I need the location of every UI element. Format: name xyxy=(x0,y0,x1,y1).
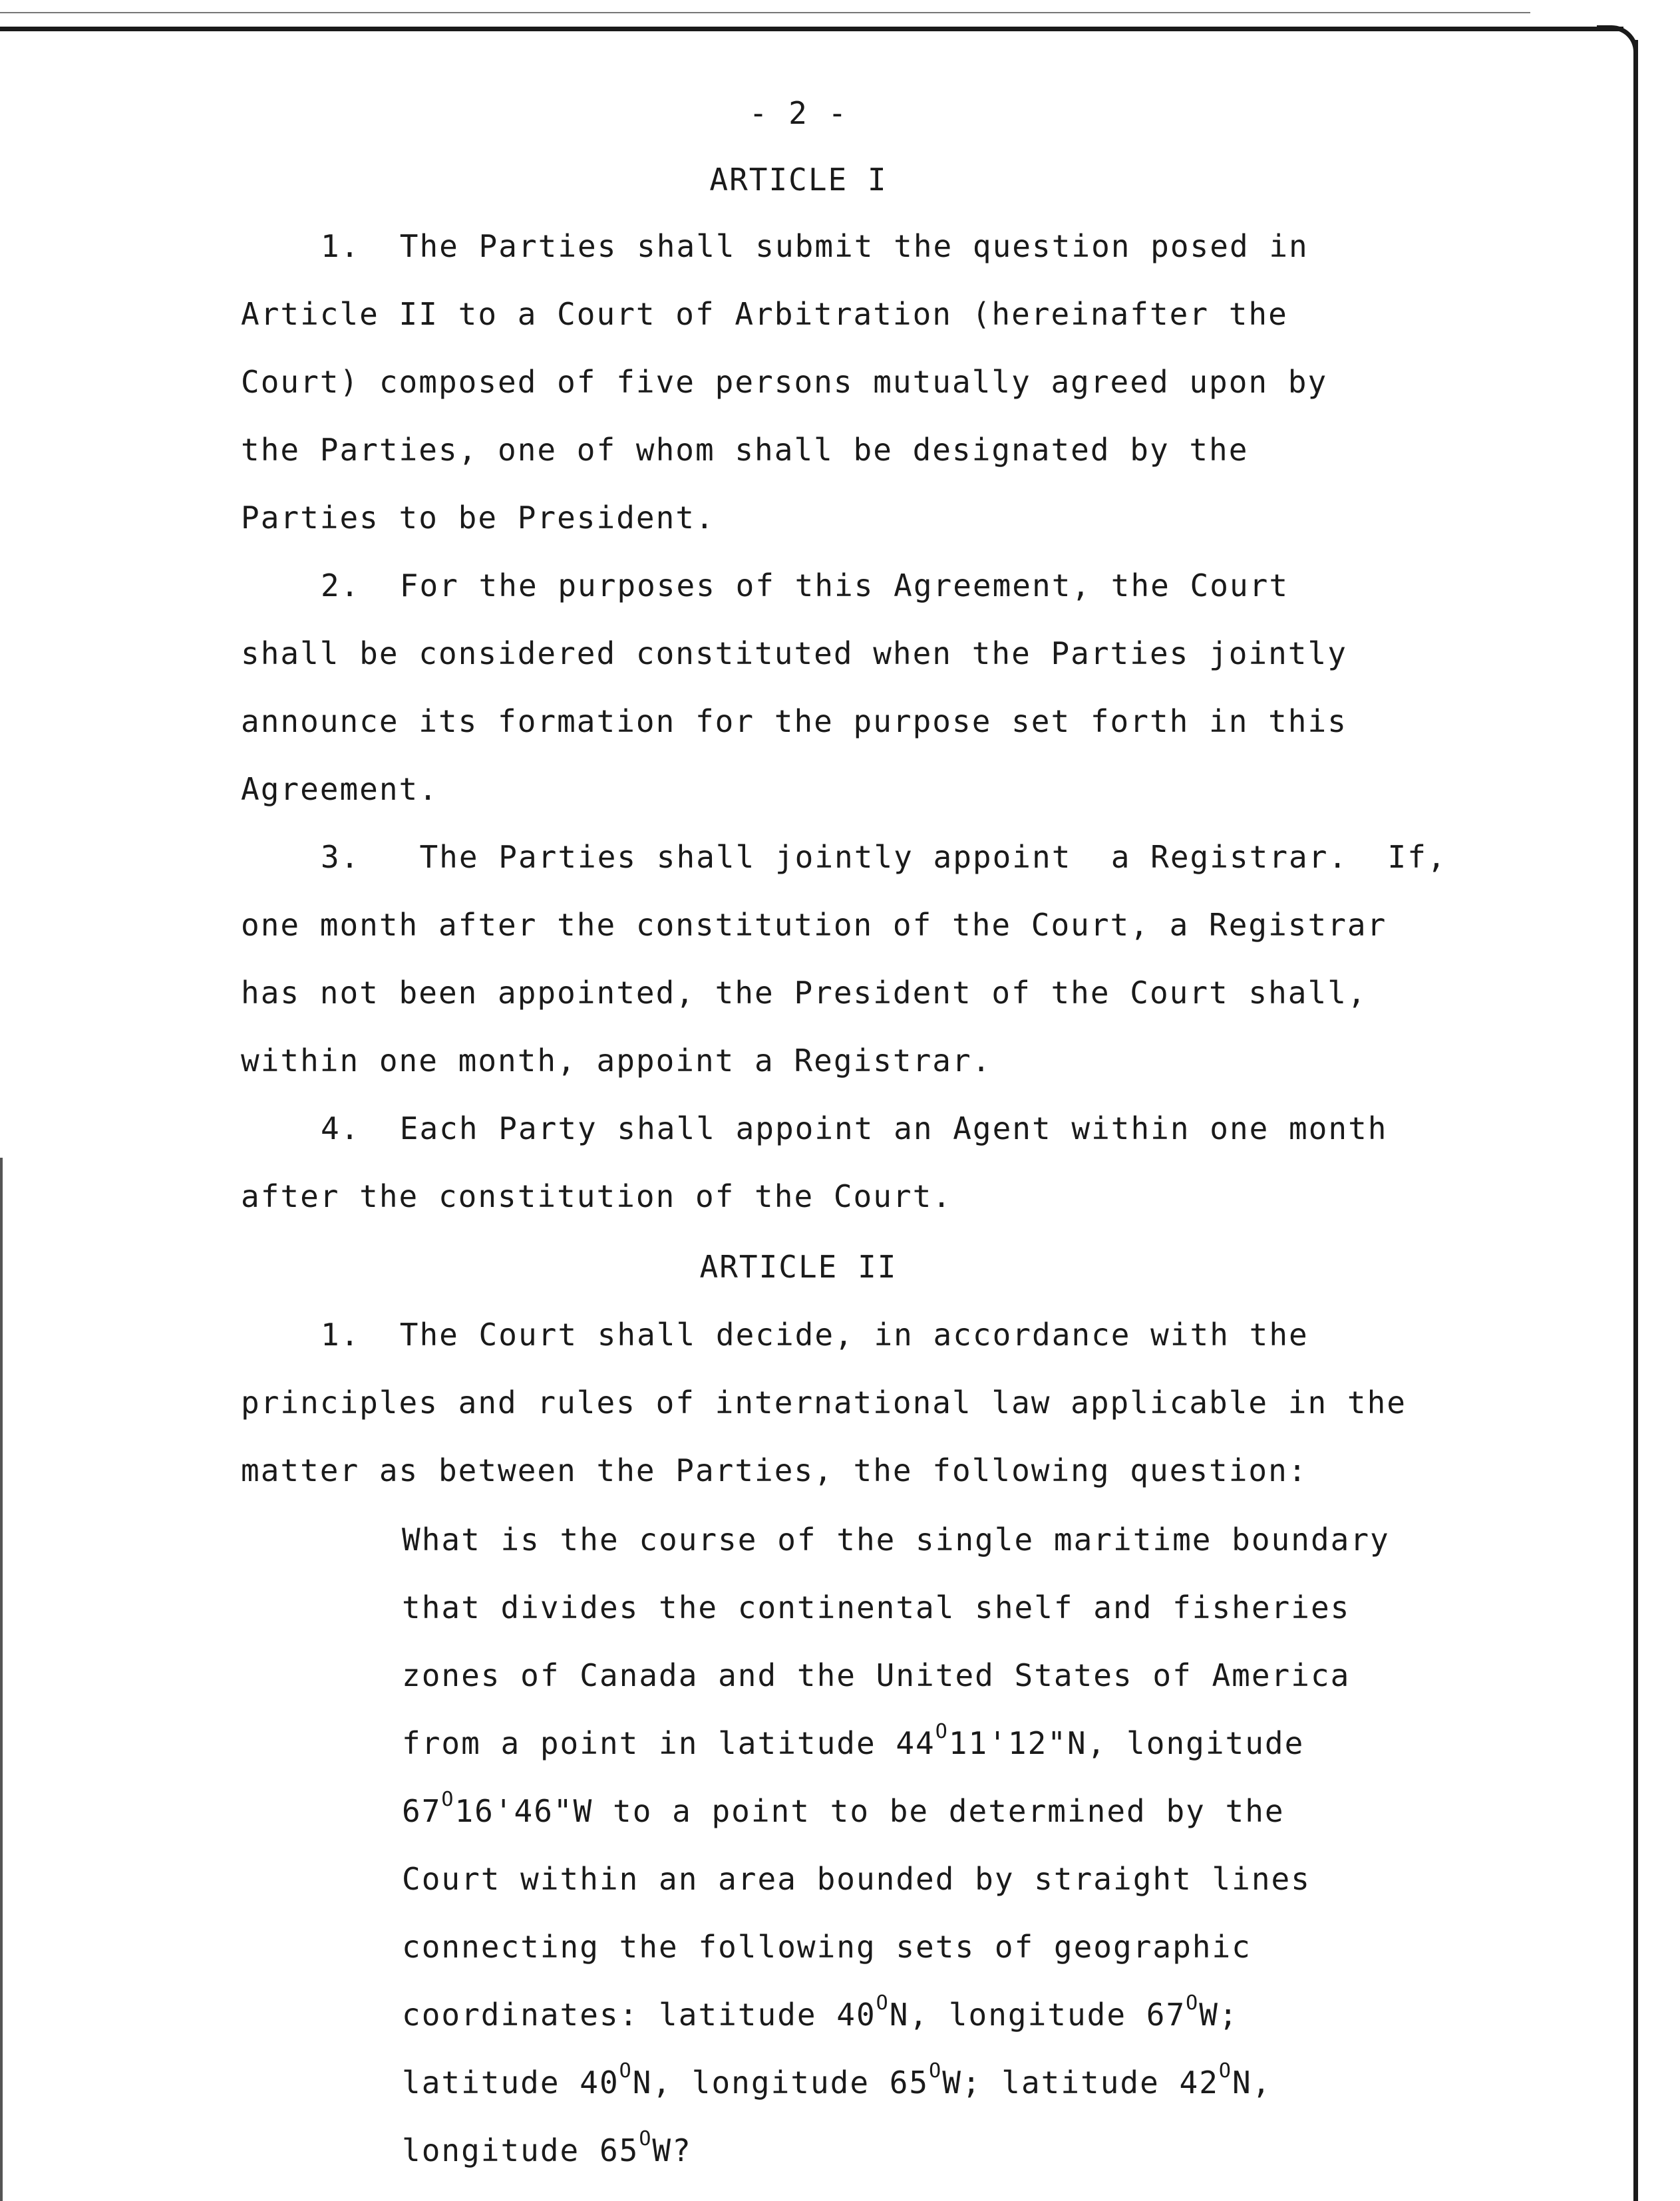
question-line: What is the course of the single maritime boundary xyxy=(402,1522,1390,1558)
degree-sign: O xyxy=(1218,2059,1232,2083)
scan-corner-curve xyxy=(1597,25,1638,52)
degree-sign: O xyxy=(876,1991,890,2015)
scan-top-thin-rule xyxy=(0,12,1530,13)
degree-sign: O xyxy=(1186,1991,1200,2015)
article-1-line: announce its formation for the purpose set forth in this xyxy=(241,703,1347,739)
article-1-line: has not been appointed, the President of the Court shall, xyxy=(241,975,1367,1011)
article-1-line: Agreement. xyxy=(241,771,438,807)
coordinate-line: longitude $65^OW$? xyxy=(402,2127,692,2168)
article-2-line: principles and rules of international law applicable in the xyxy=(241,1385,1407,1421)
article-1-line: Article II to a Court of Arbitration (hereinafter the xyxy=(241,296,1288,332)
degree-sign: O xyxy=(639,2127,653,2150)
coordinate-line: $67^O16'46"W$ to a point to be determined by the xyxy=(402,1788,1285,1829)
coordinate-line: latitude $40^ON$, longitude $65^OW$; latitude $42^ON$, xyxy=(402,2059,1272,2101)
article-1-line: Court) composed of five persons mutually agreed upon by xyxy=(241,364,1328,400)
page-number: - 2 - xyxy=(749,95,848,131)
article-1-line: 3. The Parties shall jointly appoint a Registrar. If, xyxy=(321,839,1447,875)
coordinate-line: connecting the following sets of geographic xyxy=(402,1929,1252,1965)
article-1-heading: ARTICLE I xyxy=(709,162,888,198)
coordinate-line: Court within an area bounded by straight lines xyxy=(402,1861,1311,1897)
article-1-line: the Parties, one of whom shall be designated by the xyxy=(241,432,1249,468)
degree-sign: O xyxy=(935,1720,949,1743)
article-1-line: 2. For the purposes of this Agreement, the Court xyxy=(321,568,1289,603)
coordinate-line: from a point in latitude $44^O11'12"N$, longitude xyxy=(402,1720,1305,1761)
article-2-line: 1. The Court shall decide, in accordance with the xyxy=(321,1317,1309,1353)
scan-top-border xyxy=(0,27,1623,31)
article-2-line: matter as between the Parties, the following question: xyxy=(241,1452,1308,1488)
article-1-line: shall be considered constituted when the Parties jointly xyxy=(241,635,1347,671)
coordinate-line: coordinates: latitude $40^ON$, longitude $67^OW$; xyxy=(402,1991,1239,2033)
article-1-line: within one month, appoint a Registrar. xyxy=(241,1043,992,1079)
question-line: zones of Canada and the United States of America xyxy=(402,1657,1351,1693)
article-1-line: one month after the constitution of the Court, a Registrar xyxy=(241,907,1387,943)
article-1-line: after the constitution of the Court. xyxy=(241,1178,952,1214)
article-1-line: Parties to be President. xyxy=(241,500,715,536)
degree-sign: O xyxy=(619,2059,633,2083)
article-1-line: 4. Each Party shall appoint an Agent within one month xyxy=(321,1110,1388,1146)
question-line: that divides the continental shelf and fisheries xyxy=(402,1590,1351,1625)
degree-sign: O xyxy=(929,2059,943,2083)
degree-sign: O xyxy=(441,1788,455,1811)
article-2-heading: ARTICLE II xyxy=(699,1249,898,1285)
article-1-line: 1. The Parties shall submit the question posed in xyxy=(321,228,1309,264)
